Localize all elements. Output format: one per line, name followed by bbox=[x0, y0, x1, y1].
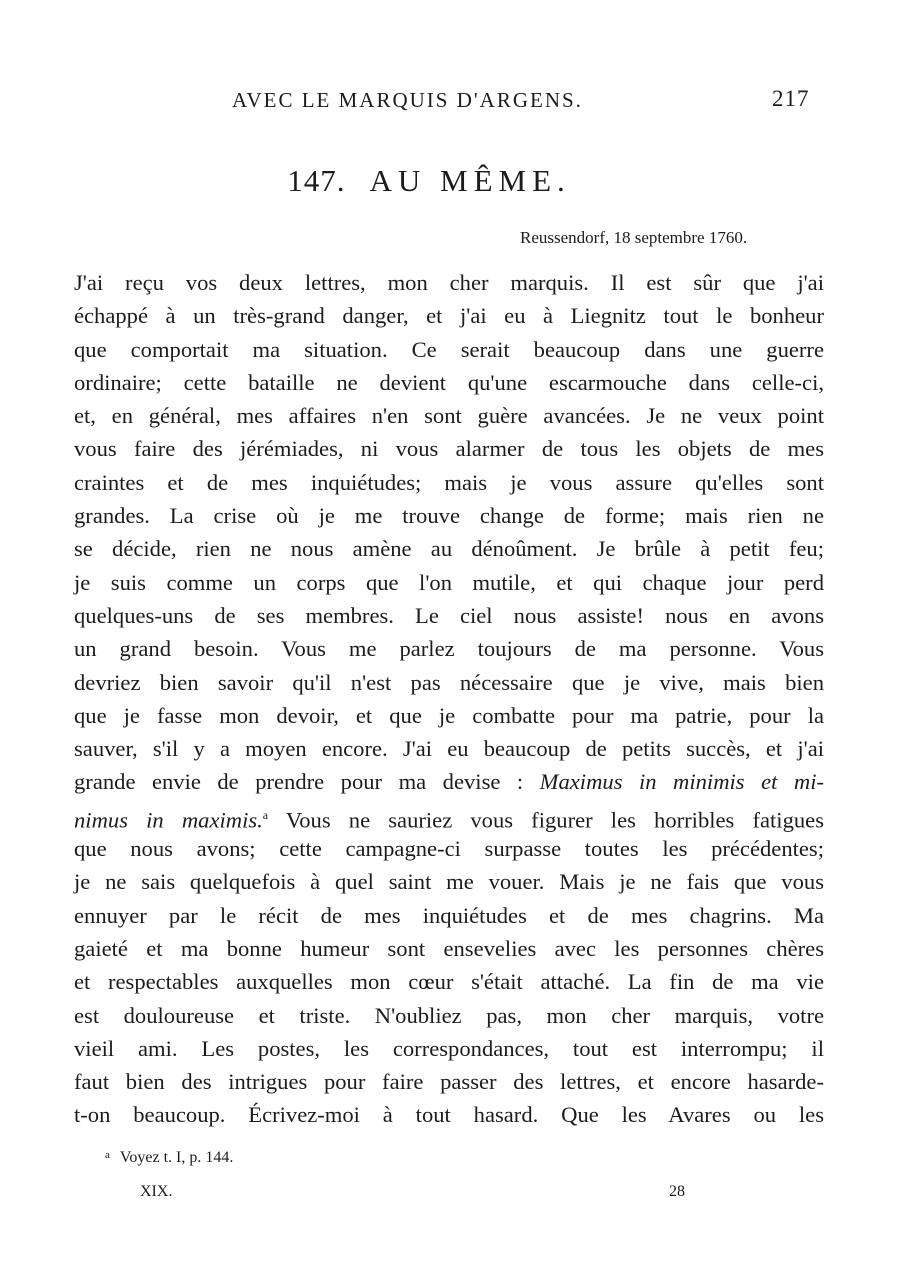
body-line: vieil ami. Les postes, les correspondances, tout est interrompu; il bbox=[74, 1035, 824, 1061]
body-line: se décide, rien ne nous amène au dénoûment. Je brûle à petit feu; bbox=[74, 536, 824, 562]
body-line: vous faire des jérémiades, ni vous alarmer de tous les objets de mes bbox=[74, 436, 824, 462]
footnote bbox=[105, 1149, 233, 1167]
footnote-marker: a bbox=[105, 1149, 110, 1161]
body-line: je suis comme un corps que l'on mutile, et qui chaque jour perd bbox=[74, 569, 824, 595]
body-line: ordinaire; cette bataille ne devient qu'une escarmouche dans celle-ci, bbox=[74, 369, 824, 395]
latin-motto: Maximus in minimis et mi- bbox=[539, 769, 824, 795]
body-line: devriez bien savoir qu'il n'est pas nécessaire que je vive, mais bien bbox=[74, 669, 824, 695]
body-line-text: Vous ne sauriez vous figurer les horribles fatigues bbox=[285, 807, 824, 833]
body-line: je ne sais quelquefois à quel saint me vouer. Mais je ne fais que vous bbox=[74, 869, 824, 895]
body-line: gaieté et ma bonne humeur sont ensevelies avec les personnes chères bbox=[74, 935, 824, 961]
body-line: que comportait ma situation. Ce serait beaucoup dans une guerre bbox=[74, 336, 824, 362]
body-line: un grand besoin. Vous me parlez toujours de ma personne. Vous bbox=[74, 636, 824, 662]
sheet-signature: 28 bbox=[669, 1183, 685, 1200]
body-line: grandes. La crise où je me trouve change de forme; mais rien ne bbox=[74, 503, 824, 529]
body-line: craintes et de mes inquiétudes; mais je vous assure qu'elles sont bbox=[74, 469, 824, 495]
body-line: que je fasse mon devoir, et que je combatte pour ma patrie, pour la bbox=[74, 702, 824, 728]
body-line bbox=[74, 799, 824, 832]
letter-body bbox=[74, 266, 824, 1132]
body-line: ennuyer par le récit de mes inquiétudes et de mes chagrins. Ma bbox=[74, 902, 824, 928]
latin-motto-end: nimus in maximis. bbox=[74, 807, 263, 833]
body-line: et, en général, mes affaires n'en sont guère avancées. Je ne veux point bbox=[74, 403, 824, 429]
letter-number: 147. bbox=[287, 163, 346, 198]
body-line: faut bien des intrigues pour faire passer des lettres, et encore hasarde- bbox=[74, 1069, 824, 1095]
body-line: échappé à un très-grand danger, et j'ai eu à Liegnitz tout le bonheur bbox=[74, 303, 824, 329]
letter-title: AU MÊME. bbox=[369, 163, 571, 198]
body-line bbox=[74, 765, 824, 798]
volume-signature: XIX. bbox=[140, 1183, 173, 1200]
body-line: J'ai reçu vos deux lettres, mon cher marquis. Il est sûr que j'ai bbox=[74, 270, 824, 295]
dateline: Reussendorf, 18 septembre 1760. bbox=[520, 228, 748, 247]
footnote-ref: a bbox=[262, 807, 269, 822]
body-line-text: grande envie de prendre pour ma devise : bbox=[74, 769, 524, 795]
body-line: est douloureuse et triste. N'oubliez pas, mon cher marquis, votre bbox=[74, 1002, 824, 1028]
body-line: sauver, s'il y a moyen encore. J'ai eu beaucoup de petits succès, et j'ai bbox=[74, 736, 824, 762]
body-line: que nous avons; cette campagne-ci surpasse toutes les précédentes; bbox=[74, 836, 824, 862]
body-line: et respectables auxquelles mon cœur s'était attaché. La fin de ma vie bbox=[74, 969, 824, 995]
running-head: AVEC LE MARQUIS D'ARGENS. bbox=[232, 88, 583, 112]
page-number: 217 bbox=[772, 86, 810, 111]
body-line: t-on beaucoup. Écrivez-moi à tout hasard. Que les Avares ou les bbox=[74, 1102, 824, 1128]
footnote-text: Voyez t. I, p. 144. bbox=[119, 1149, 234, 1166]
letter-heading bbox=[0, 163, 900, 199]
body-line: quelques-uns de ses membres. Le ciel nous assiste! nous en avons bbox=[74, 602, 824, 628]
